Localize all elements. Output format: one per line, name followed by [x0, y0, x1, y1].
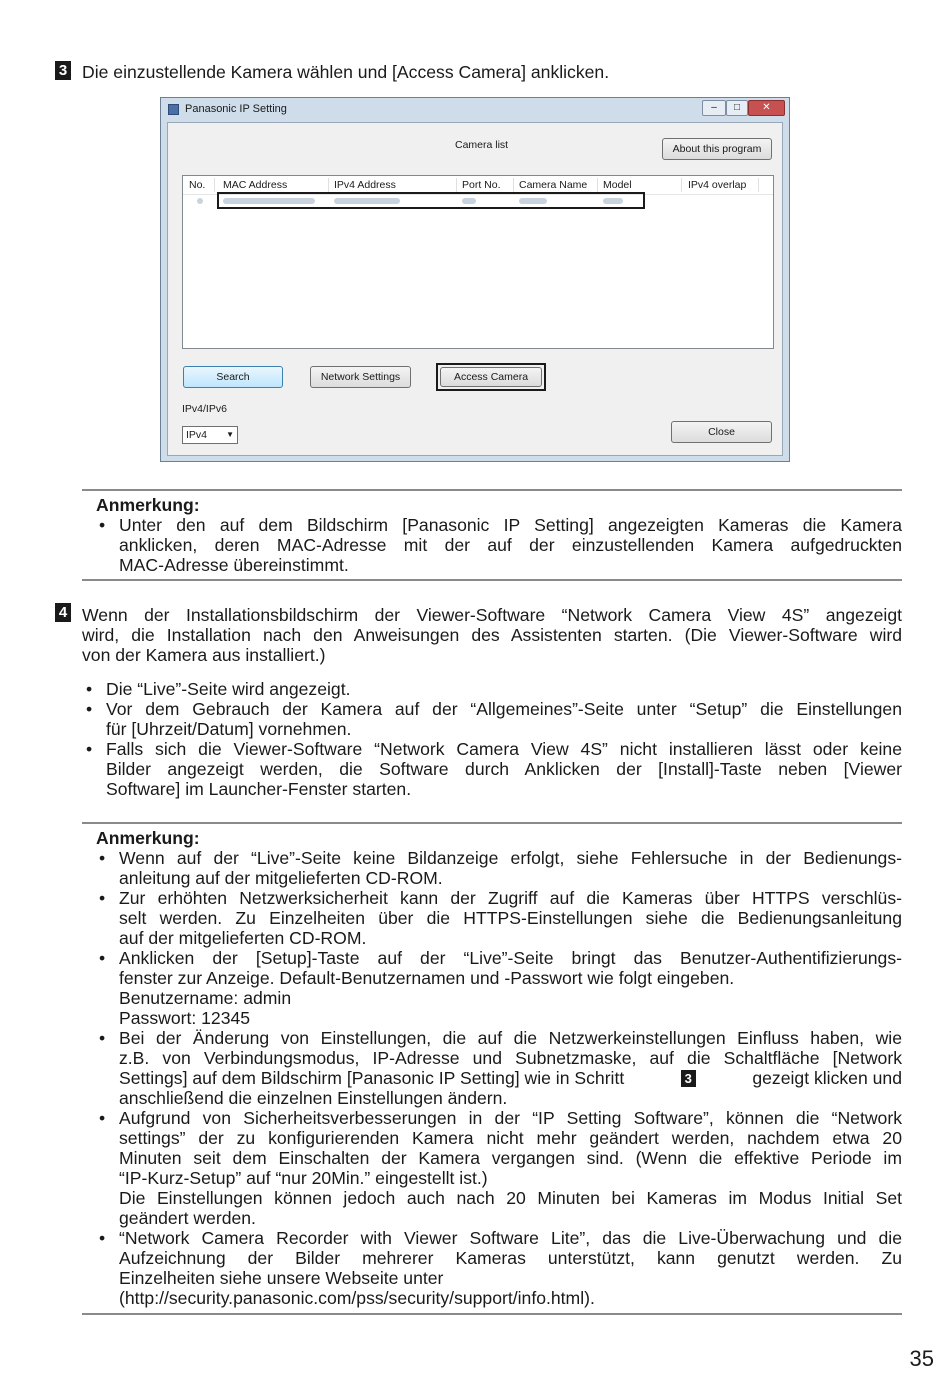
note-2-line: Die Einstellungen können jedoch auch nach 20 Minuten bei Kameras im Modus Initial Set: [119, 1188, 902, 1208]
chevron-down-icon: ▼: [226, 430, 234, 439]
note-2-line: Aufzeichnung der Bilder mehrerer Kameras unterstützt, kann genutzt werden. Zu: [119, 1248, 902, 1268]
bullet-dot: •: [99, 948, 106, 968]
minimize-icon[interactable]: –: [702, 100, 726, 116]
step-3-text: Die einzustellende Kamera wählen und [Access Camera] anklicken.: [82, 62, 610, 82]
support-url[interactable]: (http://security.panasonic.com/pss/security/support/info.html).: [119, 1288, 595, 1308]
dialog-title: Panasonic IP Setting: [185, 103, 287, 115]
selected-row-highlight: [217, 192, 645, 209]
camera-list[interactable]: [182, 175, 774, 349]
note-2-line: Passwort: 12345: [119, 1008, 251, 1028]
column-model[interactable]: Model: [603, 179, 632, 191]
note-2-line: “IP-Kurz-Setup” auf “nur 20Min.” eingestellt ist.): [119, 1168, 488, 1188]
step-3-number: 3: [55, 61, 71, 80]
column-mac-address[interactable]: MAC Address: [223, 179, 288, 191]
note-2-line: anschließend die einzelnen Einstellungen ändern.: [119, 1088, 508, 1108]
step-4-bullet-line: Die “Live”-Seite wird angezeigt.: [106, 679, 351, 699]
note-2-line: Einzelheiten siehe unsere Webseite unter: [119, 1268, 444, 1288]
note-1-top-rule: [82, 489, 902, 491]
search-button[interactable]: Search: [183, 366, 283, 388]
about-button[interactable]: About this program: [662, 138, 772, 160]
step-4-line: wird, die Installation nach den Anweisungen des Assistenten starten. (Die Viewer-Software wird: [82, 625, 902, 645]
note-2-line: settings” der zu konfigurierenden Kamera nicht mehr geändert werden, nachdem etwa 20: [119, 1128, 902, 1148]
step-3-reference: 3: [681, 1070, 696, 1087]
bullet-dot: •: [99, 1028, 106, 1048]
close-button[interactable]: Close: [671, 421, 772, 443]
note-2-line: anleitung auf der mitgelieferten CD-ROM.: [119, 868, 443, 888]
note-1-line: MAC-Adresse übereinstimmt.: [119, 555, 349, 575]
ip-version-value: IPv4: [186, 429, 208, 441]
note-1-line: Unter den auf dem Bildschirm [Panasonic IP Setting] angezeigten Kameras die Kamera: [119, 515, 902, 535]
bullet-dot: •: [99, 1108, 106, 1128]
note-2-line: Zur erhöhten Netzwerksicherheit kann der Zugriff auf die Kameras über HTTPS verschlüs-: [119, 888, 902, 908]
note-2-top-rule: [82, 822, 902, 824]
note-2-line: Anklicken der [Setup]-Taste auf der “Live”-Seite bringt das Benutzer-Authentifizierungs-: [119, 948, 902, 968]
step-4-line: Wenn der Installationsbildschirm der Viewer-Software “Network Camera View 4S” angezeigt: [82, 605, 902, 625]
note-2-line: geändert werden.: [119, 1208, 256, 1228]
bullet-dot: •: [86, 739, 93, 759]
bullet-dot: •: [86, 699, 93, 719]
bullet-dot: •: [99, 848, 106, 868]
column-port-no[interactable]: Port No.: [462, 179, 501, 191]
note-2-line-with-step-ref: [119, 1068, 902, 1088]
note-2-line: Wenn auf der “Live”-Seite keine Bildanzeige erfolgt, siehe Fehlersuche in der Bedienungs-: [119, 848, 902, 868]
note-2-line: fenster zur Anzeige. Default-Benutzernamen und -Passwort wie folgt eingeben.: [119, 968, 735, 988]
column-ipv4-address[interactable]: IPv4 Address: [334, 179, 396, 191]
step-4-bullet-line: für [Uhrzeit/Datum] vornehmen.: [106, 719, 352, 739]
note-2-line: selt werden. Zu Einzelheiten über die HTTPS-Einstellungen siehe die Bedienungsanleitung: [119, 908, 902, 928]
note-2-line: z.B. von Verbindungsmodus, IP-Adresse und Subnetzmaske, auf die Schaltfläche [Network: [119, 1048, 902, 1068]
note-1-bottom-rule: [82, 579, 902, 581]
column-no[interactable]: No.: [189, 179, 206, 191]
app-icon: [168, 104, 179, 115]
page-number: 35: [909, 1346, 934, 1371]
note-2-line-part: Settings] auf dem Bildschirm [Panasonic IP Setting] wie in Schritt: [119, 1068, 625, 1088]
step-4-bullet-line: Falls sich die Viewer-Software “Network Camera View 4S” nicht installieren lässt oder keine: [106, 739, 902, 759]
network-settings-button[interactable]: Network Settings: [310, 366, 411, 388]
note-2-line: Benutzername: admin: [119, 988, 292, 1008]
maximize-icon[interactable]: □: [726, 100, 748, 116]
note-2-line: Minuten seit dem Einschalten der Kamera vergangen sind. (Wenn die effektive Periode im: [119, 1148, 902, 1168]
dialog-title-bar: [161, 98, 789, 120]
note-2-bottom-rule: [82, 1313, 902, 1315]
step-4-bullet-line: Software] im Launcher-Fenster starten.: [106, 779, 412, 799]
step-4-line: von der Kamera aus installiert.): [82, 645, 326, 665]
close-icon[interactable]: ✕: [748, 100, 785, 116]
bullet-dot: •: [99, 888, 106, 908]
dialog-client-area: [167, 122, 783, 456]
bullet-dot: •: [86, 679, 93, 699]
note-2-line: “Network Camera Recorder with Viewer Software Lite”, das die Live-Überwachung und die: [119, 1228, 902, 1248]
step-4-number: 4: [55, 603, 71, 622]
note-2-heading: Anmerkung:: [96, 828, 200, 848]
bullet-dot: •: [99, 1228, 106, 1248]
bullet-dot: •: [99, 515, 106, 535]
note-2-line: Aufgrund von Sicherheitsverbesserungen in der “IP Setting Software”, können die “Network: [119, 1108, 902, 1128]
step-4-bullet-line: Vor dem Gebrauch der Kamera auf der “Allgemeines”-Seite unter “Setup” die Einstellungen: [106, 699, 902, 719]
column-camera-name[interactable]: Camera Name: [519, 179, 588, 191]
ip-version-select[interactable]: [182, 426, 238, 444]
ip-version-label: IPv4/IPv6: [182, 403, 227, 415]
note-1-heading: Anmerkung:: [96, 495, 200, 515]
note-2-line: auf der mitgelieferten CD-ROM.: [119, 928, 367, 948]
step-4-bullet-line: Bilder angezeigt werden, die Software durch Anklicken der [Install]-Taste neben [Viewer: [106, 759, 902, 779]
note-1-line: anklicken, deren MAC-Adresse mit der auf der einzustellenden Kamera aufgedruckten: [119, 535, 902, 555]
note-2-line-part: gezeigt klicken und: [752, 1068, 902, 1088]
column-ipv4-overlap[interactable]: IPv4 overlap: [688, 179, 747, 191]
camera-list-label: Camera list: [455, 139, 509, 151]
note-2-line: Bei der Änderung von Einstellungen, die auf die Netzwerkeinstellungen Einfluss haben, wie: [119, 1028, 902, 1048]
access-camera-button[interactable]: Access Camera: [440, 367, 542, 387]
ip-setting-dialog: [160, 97, 790, 462]
